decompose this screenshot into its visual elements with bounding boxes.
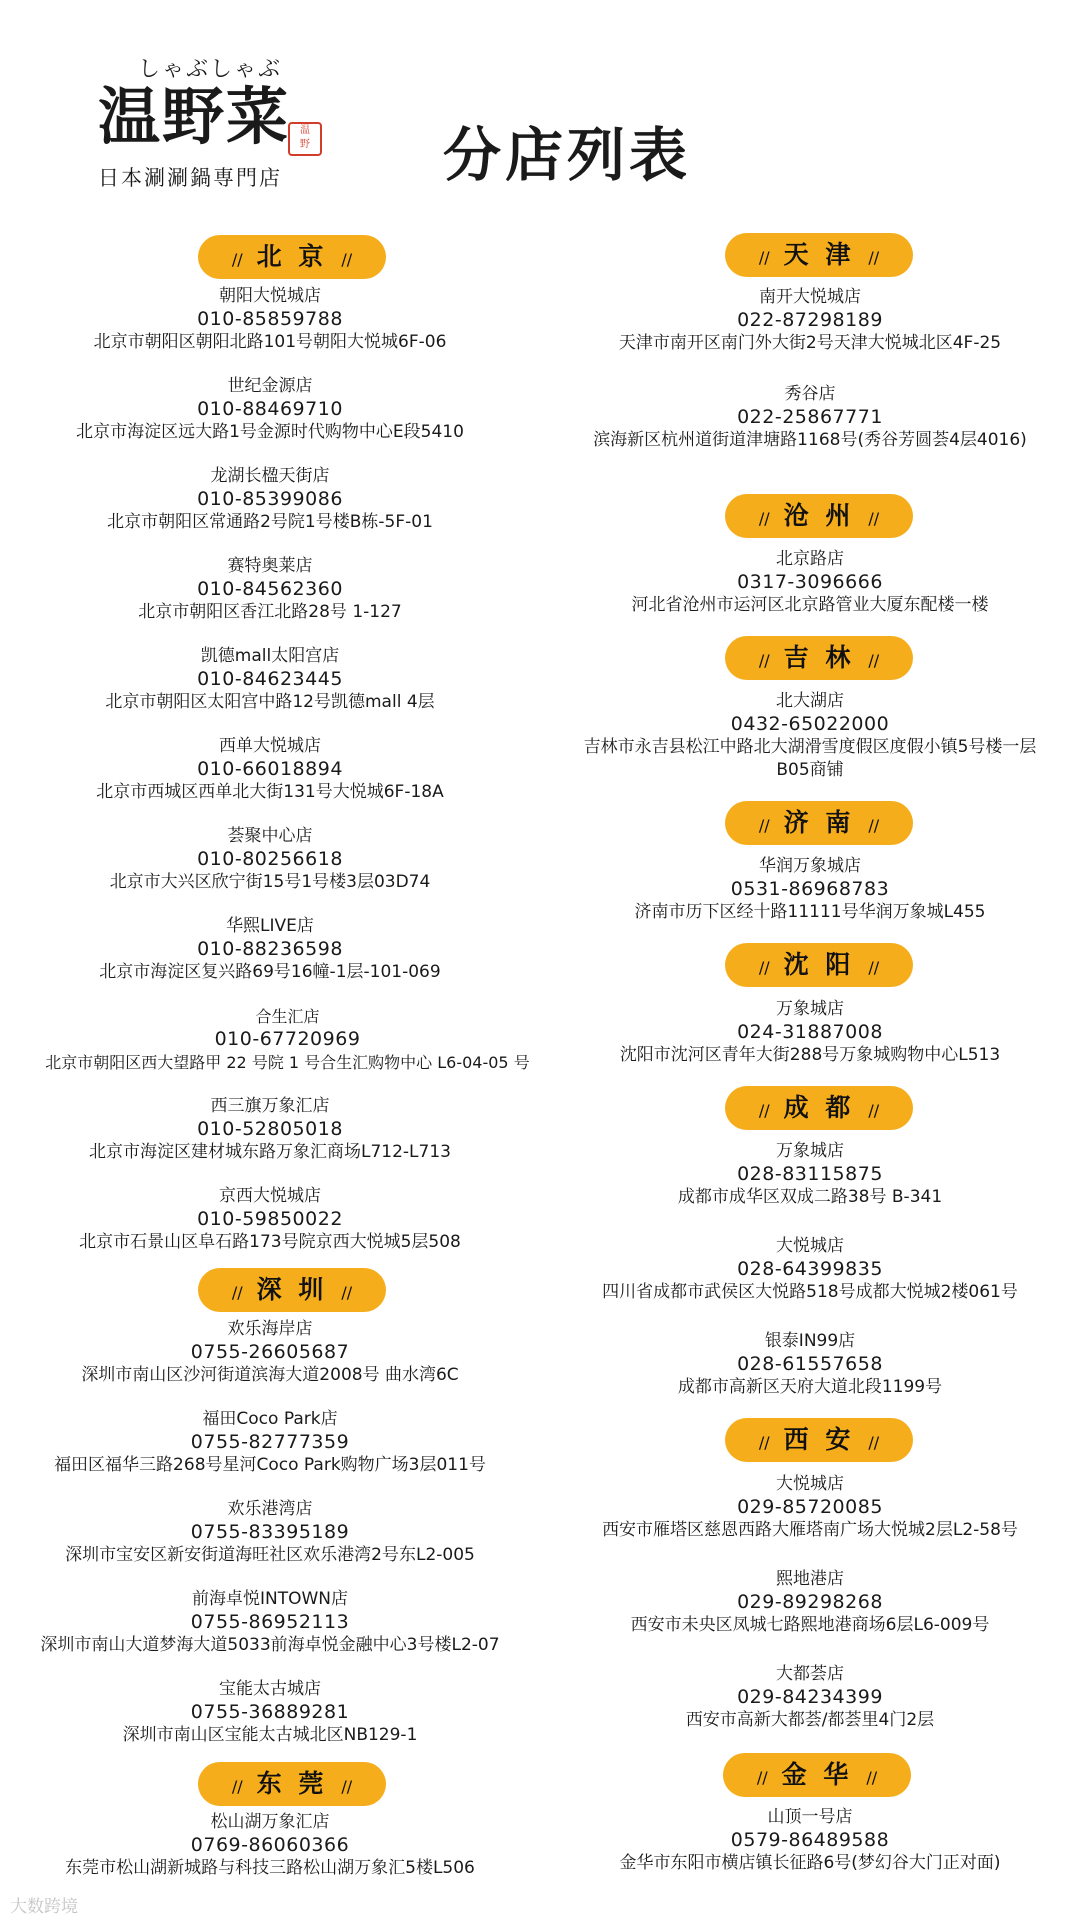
store-address: 北京市石景山区阜石路173号院京西大悦城5层508 bbox=[79, 1232, 461, 1252]
store-phone: 010-66018894 bbox=[197, 758, 343, 780]
store-item bbox=[540, 286, 1080, 355]
store-phone: 029-89298268 bbox=[737, 1591, 883, 1613]
store-item bbox=[540, 690, 1080, 782]
store-item bbox=[540, 1568, 1080, 1637]
store-phone: 010-88469710 bbox=[197, 398, 343, 420]
city-pill-beijing bbox=[198, 235, 386, 279]
store-address: 北京市海淀区远大路1号金源时代购物中心E段5410 bbox=[76, 422, 464, 442]
city-pill-jinhua bbox=[723, 1753, 911, 1797]
city-pill-dongguan bbox=[198, 1762, 386, 1806]
store-phone: 028-64399835 bbox=[737, 1258, 883, 1280]
store-address: 济南市历下区经十路11111号华润万象城L455 bbox=[634, 902, 986, 922]
logo-mark: 温野菜 bbox=[98, 80, 291, 153]
store-phone: 0755-26605687 bbox=[190, 1341, 350, 1363]
city-pill-xian bbox=[725, 1418, 913, 1462]
pill-mark: // bbox=[756, 1768, 768, 1787]
store-item bbox=[0, 1095, 540, 1164]
store-name: 银泰IN99店 bbox=[764, 1331, 856, 1351]
pill-mark: // bbox=[341, 1777, 353, 1796]
store-phone: 010-84562360 bbox=[197, 578, 343, 600]
pill-mark: // bbox=[868, 651, 880, 670]
store-address: 东莞市松山湖新城路与科技三路松山湖万象汇5楼L506 bbox=[65, 1858, 475, 1878]
store-address: 北京市朝阳区西大望路甲 22 号院 1 号合生汇购物中心 L6-04-05 号 bbox=[45, 1053, 530, 1072]
store-phone: 028-61557658 bbox=[737, 1353, 883, 1375]
pill-mark: // bbox=[758, 816, 770, 835]
store-address: 西安市未央区凤城七路熙地港商场6层L6-009号 bbox=[630, 1615, 990, 1635]
store-phone: 0755-83395189 bbox=[190, 1521, 350, 1543]
store-phone: 010-59850022 bbox=[197, 1208, 343, 1230]
logo-kana: しゃぶしゃぶ bbox=[138, 57, 283, 82]
store-address: 成都市成华区双成二路38号 B-341 bbox=[677, 1187, 943, 1207]
store-name: 凯德mall太阳宫店 bbox=[200, 646, 340, 666]
store-item bbox=[0, 555, 540, 624]
store-address: 北京市大兴区欣宁街15号1号楼3层03D74 bbox=[109, 872, 431, 892]
store-address: 沈阳市沈河区青年大街288号万象城购物中心L513 bbox=[619, 1045, 1001, 1065]
store-address: 北京市朝阳区朝阳北路101号朝阳大悦城6F-06 bbox=[93, 332, 447, 352]
store-phone: 010-80256618 bbox=[197, 848, 343, 870]
store-phone: 0317-3096666 bbox=[737, 571, 883, 593]
logo-subtitle: 日本涮涮鍋専門店 bbox=[98, 166, 282, 190]
pill-mark: // bbox=[868, 1433, 880, 1452]
store-address: 成都市高新区天府大道北段1199号 bbox=[677, 1377, 943, 1397]
store-phone: 010-67720969 bbox=[214, 1028, 361, 1050]
store-phone: 010-88236598 bbox=[197, 938, 343, 960]
store-item bbox=[0, 1678, 540, 1747]
store-item bbox=[0, 825, 540, 894]
city-name: 成 都 bbox=[783, 1093, 855, 1122]
pill-mark: // bbox=[231, 250, 243, 269]
city-name: 沧 州 bbox=[783, 501, 855, 530]
store-item bbox=[540, 855, 1080, 924]
city-name: 沈 阳 bbox=[783, 950, 855, 979]
store-phone: 0769-86060366 bbox=[190, 1834, 350, 1856]
store-address: 深圳市南山区沙河街道滨海大道2008号 曲水湾6C bbox=[81, 1365, 459, 1385]
store-name: 前海卓悦INTOWN店 bbox=[191, 1589, 349, 1609]
store-name: 北京路店 bbox=[776, 549, 844, 569]
store-address: 深圳市南山大道梦海大道5033前海卓悦金融中心3号楼L2-07 bbox=[40, 1635, 500, 1655]
watermark: 大数跨境 bbox=[10, 1897, 78, 1917]
store-name: 大都荟店 bbox=[776, 1664, 844, 1684]
store-item bbox=[0, 1811, 540, 1880]
store-name: 福田Coco Park店 bbox=[202, 1409, 338, 1429]
city-pill-chengdu bbox=[725, 1086, 913, 1130]
store-name: 西单大悦城店 bbox=[219, 736, 321, 756]
store-item bbox=[0, 1498, 540, 1567]
store-address: 金华市东阳市横店镇长征路6号(梦幻谷大门正对面) bbox=[619, 1853, 1001, 1873]
store-name: 熙地港店 bbox=[776, 1569, 844, 1589]
store-phone: 0432-65022000 bbox=[730, 713, 890, 735]
city-name: 东 莞 bbox=[256, 1769, 328, 1798]
pill-mark: // bbox=[758, 958, 770, 977]
store-phone: 010-85399086 bbox=[197, 488, 343, 510]
store-item bbox=[540, 383, 1080, 452]
city-name: 吉 林 bbox=[783, 643, 855, 672]
store-phone: 028-83115875 bbox=[737, 1163, 883, 1185]
store-name: 朝阳大悦城店 bbox=[219, 286, 321, 306]
store-phone: 029-84234399 bbox=[737, 1686, 883, 1708]
store-address: 北京市海淀区复兴路69号16幢-1层-101-069 bbox=[99, 962, 441, 982]
store-item bbox=[0, 915, 540, 984]
store-name: 京西大悦城店 bbox=[219, 1186, 321, 1206]
pill-mark: // bbox=[868, 248, 880, 267]
store-item bbox=[540, 1806, 1080, 1875]
store-address: 天津市南开区南门外大街2号天津大悦城北区4F-25 bbox=[618, 333, 1002, 353]
store-address: 北京市海淀区建材城东路万象汇商场L712-L713 bbox=[89, 1142, 451, 1162]
logo-seal-icon: 温 野 bbox=[288, 122, 322, 156]
store-address: 北京市朝阳区常通路2号院1号楼B栋-5F-01 bbox=[107, 512, 433, 532]
city-pill-shenzhen bbox=[198, 1268, 386, 1312]
pill-mark: // bbox=[758, 1101, 770, 1120]
store-item bbox=[0, 1185, 540, 1254]
store-item bbox=[0, 1408, 540, 1477]
store-name: 大悦城店 bbox=[776, 1474, 844, 1494]
store-address: 吉林市永吉县松江中路北大湖滑雪度假区度假小镇5号楼一层 bbox=[583, 737, 1037, 757]
city-pill-shenyang bbox=[725, 943, 913, 987]
store-phone: 0755-82777359 bbox=[190, 1431, 350, 1453]
city-name: 天 津 bbox=[783, 240, 855, 269]
store-name: 万象城店 bbox=[776, 999, 844, 1019]
store-item bbox=[540, 1330, 1080, 1399]
city-name: 济 南 bbox=[783, 808, 855, 837]
store-item bbox=[0, 645, 540, 714]
store-address: 北京市西城区西单北大街131号大悦城6F-18A bbox=[96, 782, 444, 802]
store-item bbox=[0, 465, 540, 534]
store-phone: 010-85859788 bbox=[197, 308, 343, 330]
store-address: 河北省沧州市运河区北京路管业大厦东配楼一楼 bbox=[631, 595, 989, 615]
store-name: 南开大悦城店 bbox=[759, 287, 861, 307]
store-item bbox=[0, 1005, 575, 1074]
store-address: 深圳市南山区宝能太古城北区NB129-1 bbox=[122, 1725, 418, 1745]
store-address: 北京市朝阳区香江北路28号 1-127 bbox=[138, 602, 402, 622]
store-phone: 0755-86952113 bbox=[190, 1611, 350, 1633]
city-name: 深 圳 bbox=[256, 1275, 328, 1304]
store-name: 宝能太古城店 bbox=[219, 1679, 321, 1699]
store-name: 西三旗万象汇店 bbox=[210, 1096, 330, 1116]
store-phone: 029-85720085 bbox=[737, 1496, 883, 1518]
page-title: 分店列表 bbox=[443, 121, 692, 189]
pill-mark: // bbox=[341, 1283, 353, 1302]
pill-mark: // bbox=[231, 1283, 243, 1302]
store-item bbox=[540, 1140, 1080, 1209]
store-address: 四川省成都市武侯区大悦路518号成都大悦城2楼061号 bbox=[602, 1282, 1018, 1302]
pill-mark: // bbox=[758, 248, 770, 267]
store-item bbox=[540, 548, 1080, 617]
store-phone: 0579-86489588 bbox=[730, 1829, 890, 1851]
store-item bbox=[0, 1588, 540, 1657]
store-name: 华润万象城店 bbox=[759, 856, 861, 876]
store-name: 世纪金源店 bbox=[227, 376, 313, 396]
store-name: 赛特奥莱店 bbox=[227, 556, 313, 576]
city-pill-tianjin bbox=[725, 233, 913, 277]
store-phone: 022-25867771 bbox=[737, 406, 883, 428]
pill-mark: // bbox=[341, 250, 353, 269]
city-pill-jinan bbox=[725, 801, 913, 845]
store-item bbox=[540, 1473, 1080, 1542]
store-name: 荟聚中心店 bbox=[227, 826, 313, 846]
city-name: 西 安 bbox=[783, 1425, 855, 1454]
store-item bbox=[0, 285, 540, 354]
store-name: 合生汇店 bbox=[255, 1007, 320, 1026]
pill-mark: // bbox=[866, 1768, 878, 1787]
brand-logo bbox=[98, 52, 318, 192]
store-item bbox=[540, 998, 1080, 1067]
store-name: 欢乐港湾店 bbox=[227, 1499, 313, 1519]
store-item bbox=[540, 1663, 1080, 1732]
store-name: 松山湖万象汇店 bbox=[210, 1812, 330, 1832]
store-item bbox=[0, 735, 540, 804]
store-item bbox=[540, 1235, 1080, 1304]
store-name: 龙湖长楹天街店 bbox=[210, 466, 330, 486]
store-phone: 010-52805018 bbox=[197, 1118, 343, 1140]
store-item bbox=[0, 375, 540, 444]
store-address-line2: B05商铺 bbox=[776, 760, 844, 780]
store-address: 深圳市宝安区新安街道海旺社区欢乐港湾2号东L2-005 bbox=[65, 1545, 475, 1565]
store-address: 北京市朝阳区太阳宫中路12号凯德mall 4层 bbox=[105, 692, 435, 712]
pill-mark: // bbox=[868, 958, 880, 977]
pill-mark: // bbox=[868, 816, 880, 835]
city-name: 金 华 bbox=[781, 1760, 853, 1789]
store-name: 北大湖店 bbox=[776, 691, 844, 711]
store-phone: 0755-36889281 bbox=[190, 1701, 350, 1723]
store-item bbox=[0, 1318, 540, 1387]
store-phone: 022-87298189 bbox=[737, 309, 883, 331]
city-pill-jilin bbox=[725, 636, 913, 680]
store-name: 欢乐海岸店 bbox=[227, 1319, 313, 1339]
store-address: 西安市雁塔区慈恩西路大雁塔南广场大悦城2层L2-58号 bbox=[602, 1520, 1018, 1540]
pill-mark: // bbox=[868, 1101, 880, 1120]
pill-mark: // bbox=[868, 509, 880, 528]
city-name: 北 京 bbox=[256, 242, 328, 271]
pill-mark: // bbox=[231, 1777, 243, 1796]
store-address: 滨海新区杭州道街道津塘路1168号(秀谷芳圆荟4层4016) bbox=[593, 430, 1027, 450]
store-phone: 024-31887008 bbox=[737, 1021, 883, 1043]
store-address: 福田区福华三路268号星河Coco Park购物广场3层011号 bbox=[54, 1455, 486, 1475]
store-name: 华熙LIVE店 bbox=[226, 916, 314, 936]
pill-mark: // bbox=[758, 509, 770, 528]
store-address: 西安市高新大都荟/都荟里4门2层 bbox=[685, 1710, 935, 1730]
pill-mark: // bbox=[758, 651, 770, 670]
pill-mark: // bbox=[758, 1433, 770, 1452]
store-name: 山顶一号店 bbox=[767, 1807, 853, 1827]
store-name: 万象城店 bbox=[776, 1141, 844, 1161]
store-phone: 0531-86968783 bbox=[730, 878, 890, 900]
store-phone: 010-84623445 bbox=[197, 668, 343, 690]
store-name: 大悦城店 bbox=[776, 1236, 844, 1256]
store-name: 秀谷店 bbox=[784, 384, 836, 404]
city-pill-cangzhou bbox=[725, 494, 913, 538]
